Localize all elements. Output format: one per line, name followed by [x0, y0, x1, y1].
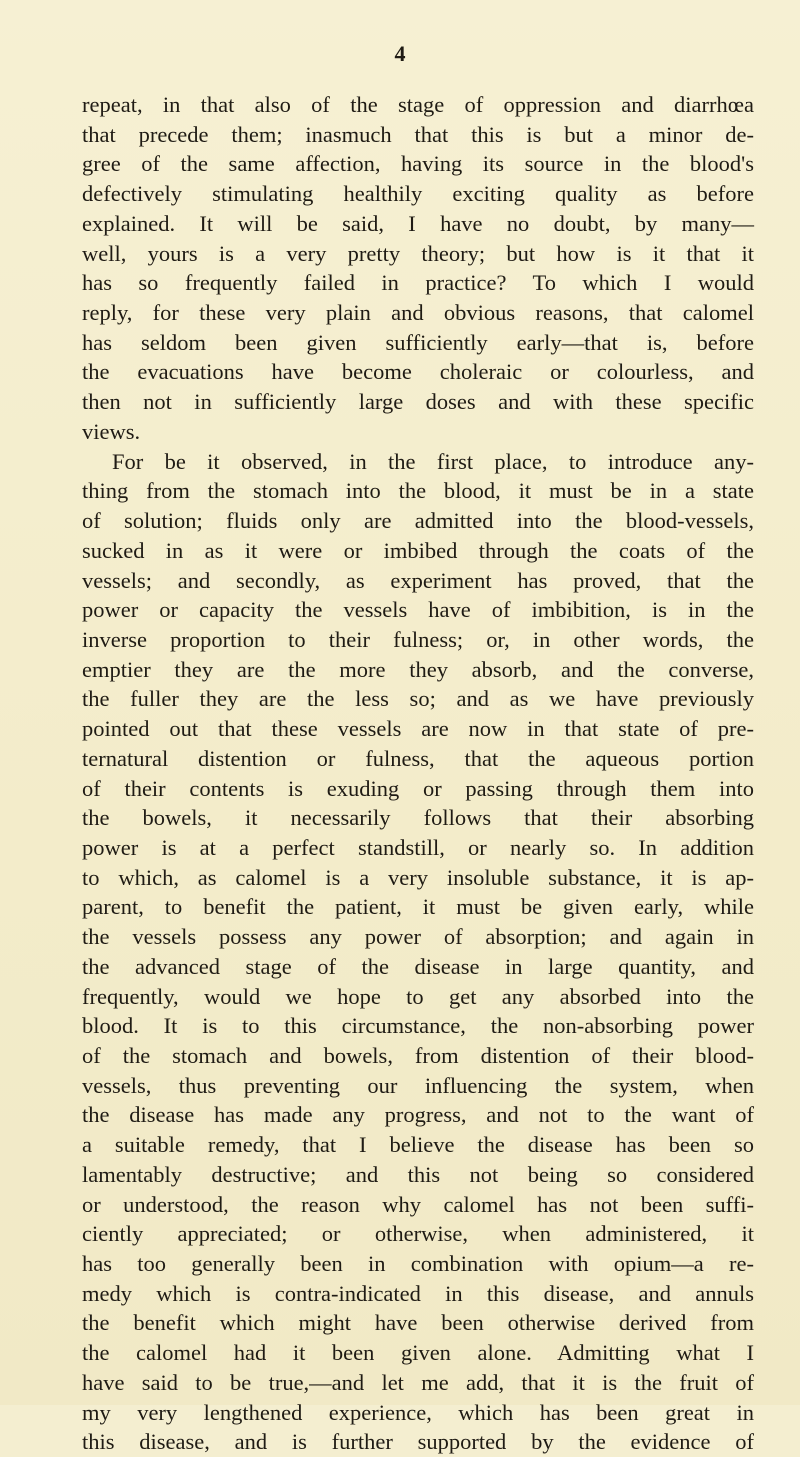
text-line: has too generally been in combination with opium—a re-: [82, 1251, 754, 1277]
text-line: medy which is contra-indicated in this disease, and annuls: [82, 1280, 754, 1306]
text-line: that precede them; inasmuch that this is but a minor de-: [82, 121, 754, 147]
text-line: frequently, would we hope to get any absorbed into the: [82, 983, 754, 1009]
text-line: ciently appreciated; or otherwise, when administered, it: [82, 1221, 754, 1247]
text-line: my very lengthened experience, which has been great in: [82, 1399, 754, 1425]
text-line: has so frequently failed in practice? To which I would: [82, 270, 754, 296]
text-line: defectively stimulating healthily exciting quality as before: [82, 181, 754, 207]
text-line: ternatural distention or fulness, that the aqueous portion: [82, 745, 754, 771]
text-line: gree of the same affection, having its source in the blood's: [82, 151, 754, 177]
text-line: emptier they are the more they absorb, and the converse,: [82, 656, 754, 682]
text-line: For be it observed, in the first place, to introduce any-: [112, 448, 754, 474]
text-line: the disease has made any progress, and not to the want of: [82, 1102, 754, 1128]
text-line: power is at a perfect standstill, or nearly so. In addition: [82, 834, 754, 860]
text-line: reply, for these very plain and obvious reasons, that calomel: [82, 300, 754, 326]
text-line: or understood, the reason why calomel has not been suffi-: [82, 1191, 754, 1217]
text-line: inverse proportion to their fulness; or, in other words, the: [82, 626, 754, 652]
text-line: of solution; fluids only are admitted into the blood-vessels,: [82, 508, 754, 534]
text-line: power or capacity the vessels have of imbibition, is in the: [82, 597, 754, 623]
text-line: then not in sufficiently large doses and with these specific: [82, 389, 754, 415]
text-line: have said to be true,—and let me add, that it is the fruit of: [82, 1369, 754, 1395]
text-line: the vessels possess any power of absorption; and again in: [82, 924, 754, 950]
text-line: parent, to benefit the patient, it must be given early, while: [82, 894, 754, 920]
text-line: the bowels, it necessarily follows that their absorbing: [82, 805, 754, 831]
text-line: the benefit which might have been otherwise derived from: [82, 1310, 754, 1336]
text-line: the advanced stage of the disease in large quantity, and: [82, 953, 754, 979]
text-line: well, yours is a very pretty theory; but how is it that it: [82, 240, 754, 266]
text-line: has seldom been given sufficiently early—that is, before: [82, 329, 754, 355]
text-line: this disease, and is further supported by the evidence of: [82, 1429, 754, 1455]
text-line: blood. It is to this circumstance, the non-absorbing power: [82, 1013, 754, 1039]
text-line: the fuller they are the less so; and as we have previously: [82, 686, 754, 712]
text-line: a suitable remedy, that I believe the disease has been so: [82, 1132, 754, 1158]
text-line: repeat, in that also of the stage of oppression and diarrhœa: [82, 92, 754, 117]
text-line: explained. It will be said, I have no doubt, by many—: [82, 210, 754, 236]
text-line: vessels; and secondly, as experiment has proved, that the: [82, 567, 754, 593]
page-number: 4: [394, 41, 406, 66]
text-line: to which, as calomel is a very insoluble substance, it is ap-: [82, 864, 754, 890]
text-line: pointed out that these vessels are now in that state of pre-: [82, 716, 754, 742]
text-line: sucked in as it were or imbibed through the coats of the: [82, 537, 754, 563]
body-text: [82, 90, 754, 1457]
text-line: vessels, thus preventing our influencing the system, when: [82, 1072, 754, 1098]
text-line: the calomel had it been given alone. Admitting what I: [82, 1340, 754, 1366]
text-line: the evacuations have become choleraic or colourless, and: [82, 359, 754, 385]
text-line: thing from the stomach into the blood, it must be in a state: [82, 478, 754, 504]
text-line: views.: [82, 418, 141, 444]
text-line: of their contents is exuding or passing through them into: [82, 775, 754, 801]
text-line: of the stomach and bowels, from distention of their blood-: [82, 1043, 754, 1068]
text-line: lamentably destructive; and this not being so considered: [82, 1161, 754, 1187]
